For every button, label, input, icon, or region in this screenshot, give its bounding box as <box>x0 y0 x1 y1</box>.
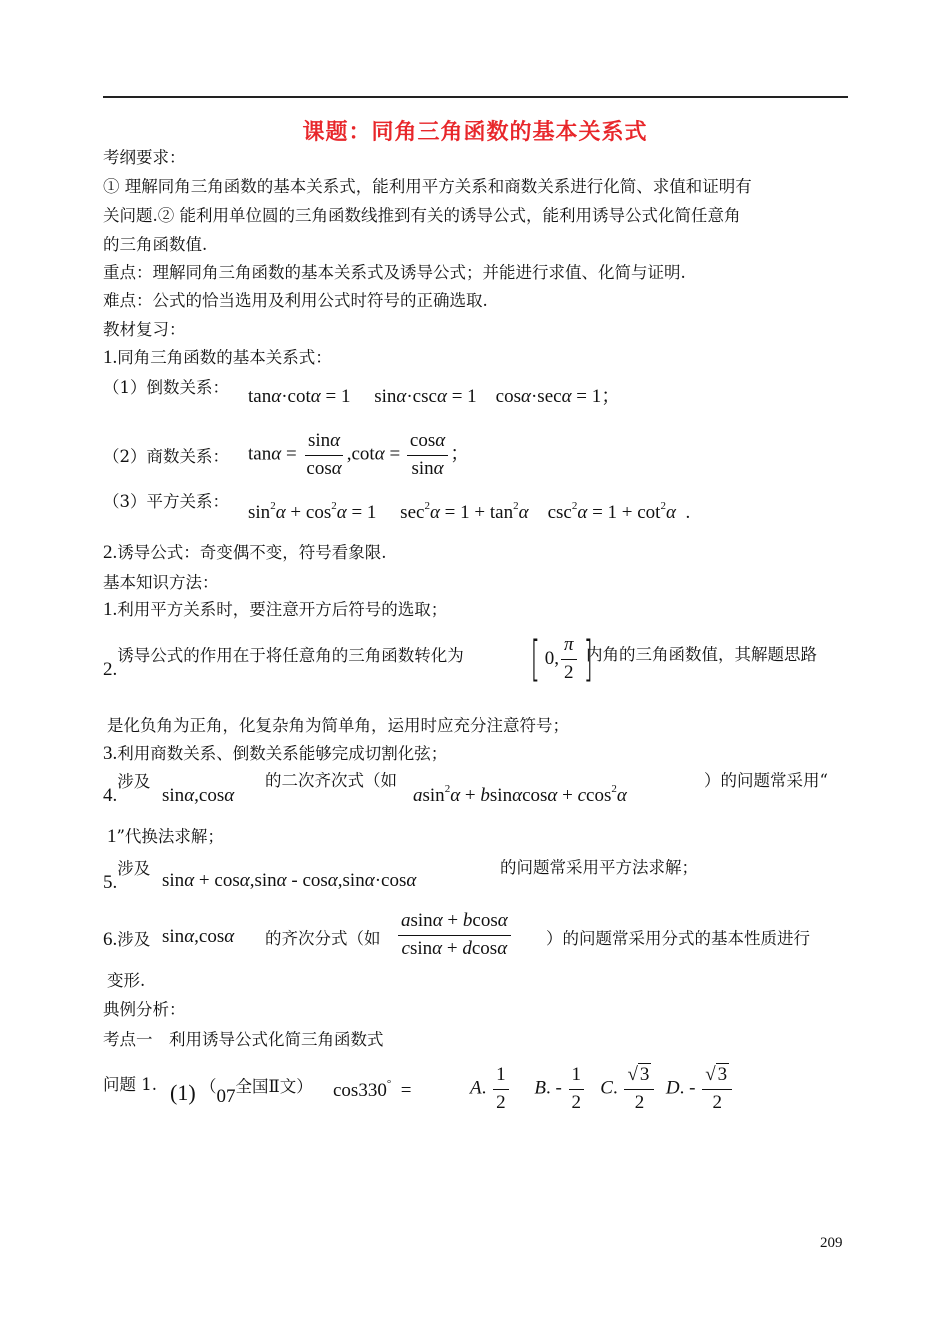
method-5: 5.涉及 <box>103 859 151 893</box>
method-2-text-c: 是化负角为正角，化复杂角为简单角，运用时应充分注意符号； <box>107 716 569 735</box>
method-6-text-d: 变形. <box>107 971 146 990</box>
problem-1-label: 问题 1. <box>103 1075 157 1094</box>
relation-2-label: （2）商数关系： <box>103 447 229 466</box>
section-syllabus: 考纲要求： <box>103 148 186 167</box>
method-2-text-b: 内角的三角函数值，其解题思路 <box>586 645 817 664</box>
section-examples: 典例分析： <box>103 1000 186 1019</box>
problem-1-expression: cos330° = <box>333 1078 412 1101</box>
syllabus-line-1: ① 理解同角三角函数的基本关系式，能利用平方关系和商数关系进行化简、求值和证明有 <box>103 177 752 196</box>
interval-0-pi-over-2: [ 0, $\frac{\pi}{2}$ ] <box>530 631 593 688</box>
method-6-text-c: ）的问题常采用分式的基本性质进行 <box>546 929 810 948</box>
topic-1: 考点一 利用诱导公式化简三角函数式 <box>103 1030 384 1049</box>
problem-1-options: A. $\frac{1}{2}$ B. - $\frac{1}{2}$ C. $\frac{√ 3}{2}$ D. - $\frac{√ 3}{2}$ <box>470 1064 734 1115</box>
relation-1-label: （1）倒数关系： <box>103 378 229 397</box>
method-3: 3.利用商数关系、倒数关系能够完成切割化弦； <box>103 743 448 764</box>
review-item-2: 2.诱导公式：奇变偶不变，符号看象限. <box>103 542 387 563</box>
header-rule <box>103 96 848 98</box>
formula-sin-cos: sinα,cosα <box>162 785 235 806</box>
method-2: 2.诱导公式的作用在于将任意角的三角函数转化为 <box>103 646 464 680</box>
method-4-text-d: 1”代换法求解； <box>107 826 224 847</box>
method-4-text-b: 的二次齐次式（如 <box>265 771 397 790</box>
formula-homogeneous-fraction: $\frac{asin\alpha + bcos\alpha}{csin\alpha + dcos\alpha}$ <box>396 910 513 961</box>
problem-1-source: （07全国Ⅱ文） <box>200 1077 313 1107</box>
method-4-text-c: ）的问题常采用“ <box>704 771 828 790</box>
formula-sum-difference-product: sinα + cosα,sinα - cosα,sinα·cosα <box>162 870 417 891</box>
syllabus-line-2: 关问题.② 能利用单位圆的三角函数线推到有关的诱导公式，能利用诱导公式化简任意角 <box>103 206 741 225</box>
method-5-text-b: 的问题常采用平方法求解； <box>500 858 698 877</box>
method-4: 4.涉及 <box>103 772 151 806</box>
problem-1-part: (1) <box>170 1080 196 1105</box>
formula-reciprocal: tanα·cotα = 1 sinα·cscα = 1 cosα·secα = 1； <box>248 386 621 407</box>
difficulties: 难点：公式的恰当选用及利用公式时符号的正确选取. <box>103 291 488 310</box>
key-points: 重点：理解同角三角函数的基本关系式及诱导公式；并能进行求值、化简与证明. <box>103 263 686 282</box>
review-item-1: 1.同角三角函数的基本关系式： <box>103 347 332 368</box>
relation-3-label: （3）平方关系： <box>103 492 229 511</box>
method-6: 6.涉及 <box>103 929 151 950</box>
section-review: 教材复习： <box>103 320 186 339</box>
formula-quotient: tanα = $\frac{\sin\alpha}{\cos\alpha}$ ,cotα = $\frac{\cos\alpha}{\sin\alpha}$ ； <box>248 430 470 479</box>
syllabus-line-3: 的三角函数值. <box>103 235 208 254</box>
page-title: 课题：同角三角函数的基本关系式 <box>302 119 648 145</box>
method-6-text-b: 的齐次分式（如 <box>265 929 381 948</box>
page-number: 209 <box>820 1235 843 1251</box>
formula-quadratic-homogeneous: asin$^2$α + bsinαcosα + ccos$^2$α <box>413 783 627 806</box>
section-methods: 基本知识方法： <box>103 573 219 592</box>
formula-square: $\sin^2\alpha + \cos^2\alpha = 1$ $\sec^2\alpha = 1 + \tan^2\alpha$ $\csc^2\alpha = 1 + \cot^2\alpha$ . <box>248 500 691 523</box>
method-1: 1.利用平方关系时，要注意开方后符号的选取； <box>103 599 448 620</box>
formula-sin-cos-2: sinα,cosα <box>162 926 235 947</box>
